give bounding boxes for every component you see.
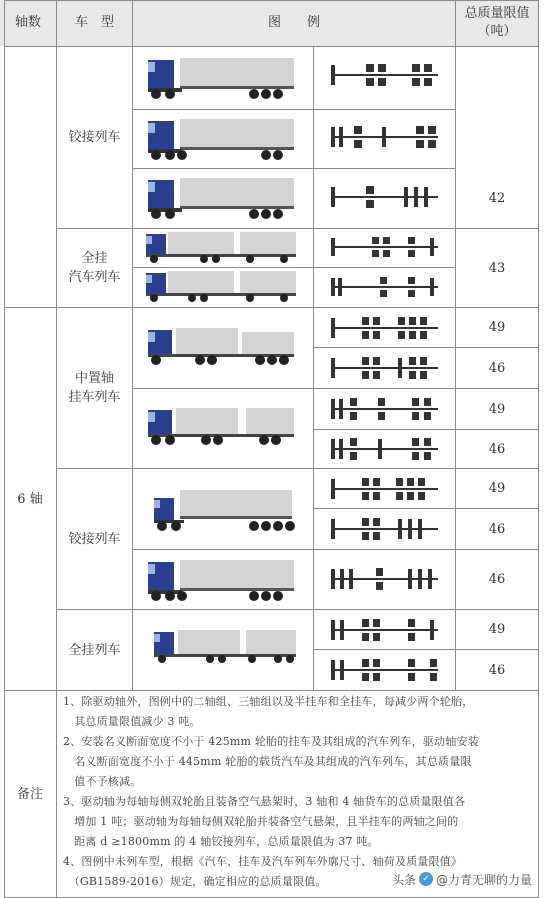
axle-diagram	[326, 182, 444, 212]
limit-value: 46	[488, 521, 506, 537]
account-badge-icon: ✓	[419, 872, 433, 886]
axle-diagram	[326, 274, 444, 300]
limit-value: 42	[488, 190, 506, 206]
remark-line: 其总质量限值减少 3 吨。	[63, 715, 201, 728]
truck-illustration	[142, 322, 297, 370]
type-full-trailer-5axle-line2: 汽车列车	[68, 270, 121, 285]
axle-diagram	[326, 60, 444, 90]
remark-line: 增加 1 吨；驱动轴为每轴每侧双轮胎并装备空气悬架，且半挂车的两轴之间的	[63, 815, 459, 828]
axle-group-6: 6 轴	[17, 491, 43, 507]
axle-diagram	[326, 565, 444, 593]
type-articulated-5axle: 铰接列车	[68, 130, 121, 145]
watermark-account: @力青无聊的力量	[436, 872, 533, 887]
truck-illustration	[142, 269, 297, 305]
header-diagram: 图 例	[133, 0, 455, 46]
truck-illustration	[142, 402, 297, 450]
axle-diagram	[326, 314, 444, 342]
truck-illustration	[142, 172, 297, 224]
truck-illustration	[142, 113, 297, 165]
remark-line: 距离 d ≥1800mm 的 4 轴铰接列车，总质量限值为 37 吨。	[63, 835, 379, 848]
limit-value: 49	[488, 481, 506, 496]
limit-value: 46	[488, 662, 506, 678]
type-center-axle-line1: 中置轴	[74, 371, 114, 386]
truck-illustration	[142, 230, 297, 266]
axle-diagram	[326, 354, 444, 382]
limit-value: 46	[488, 441, 506, 457]
type-articulated-6axle: 铰接列车	[68, 531, 121, 547]
axle-diagram	[326, 234, 444, 260]
remark-line: 名义断面宽度不小于 445mm 轮胎的载货汽车及其组成的汽车列车，其总质量限	[63, 755, 472, 768]
axle-diagram	[326, 395, 444, 423]
limit-value: 46	[488, 572, 506, 587]
watermark-source: 头条	[392, 872, 417, 887]
header-limit-line1: 总质量限值	[464, 6, 530, 21]
remark-line: 1、除驱动轴外，图例中的二轴组、三轴组以及半挂车和全挂车，每减少两个轮胎，	[63, 695, 474, 708]
limit-value: 49	[488, 320, 506, 335]
remark-line: 4、图例中未列车型，根据《汽车、挂车及汽车列车外廓尺寸、轴荷及质量限值》	[63, 855, 463, 868]
type-center-axle-6axle	[57, 308, 132, 468]
axle-diagram	[326, 515, 444, 543]
truck-illustration	[142, 554, 297, 606]
type-full-trailer-5axle-line1: 全挂	[81, 251, 108, 266]
header-axles: 轴数	[0, 0, 56, 46]
axle-diagram	[326, 435, 444, 463]
axle-diagram	[326, 616, 444, 644]
remark-line: （GB1589-2016）规定，确定相应的总质量限值。	[63, 875, 327, 888]
header-limit	[456, 0, 538, 46]
truck-illustration	[142, 52, 297, 104]
header-limit-line2: （吨）	[477, 24, 517, 39]
remark-line: 3、驱动轴为每轴每侧双轮胎且装备空气悬架时，3 轴和 4 轴货车的总质量限值各	[63, 795, 466, 808]
axle-diagram	[326, 475, 444, 503]
type-center-axle-line2: 挂车列车	[68, 390, 121, 405]
remarks-text	[63, 692, 539, 892]
limit-value: 49	[488, 401, 506, 417]
axle-diagram	[326, 122, 444, 152]
limit-value: 43	[488, 260, 506, 276]
limit-value: 46	[488, 360, 506, 376]
limit-value: 49	[488, 622, 506, 637]
remark-line: 值不予核减。	[63, 775, 142, 788]
watermark	[388, 868, 536, 890]
truck-illustration	[148, 626, 298, 666]
remarks-label: 备注	[16, 786, 43, 802]
type-full-trailer-6axle: 全挂列车	[68, 642, 121, 658]
axle-diagram	[326, 656, 444, 684]
type-full-trailer-5axle	[57, 229, 132, 307]
remark-line: 2、安装名义断面宽度不小于 425mm 轮胎的挂车及其组成的汽车列车，驱动轴安装	[63, 735, 479, 748]
header-vehicle-type: 车 型	[57, 0, 132, 46]
truck-illustration	[150, 486, 295, 534]
